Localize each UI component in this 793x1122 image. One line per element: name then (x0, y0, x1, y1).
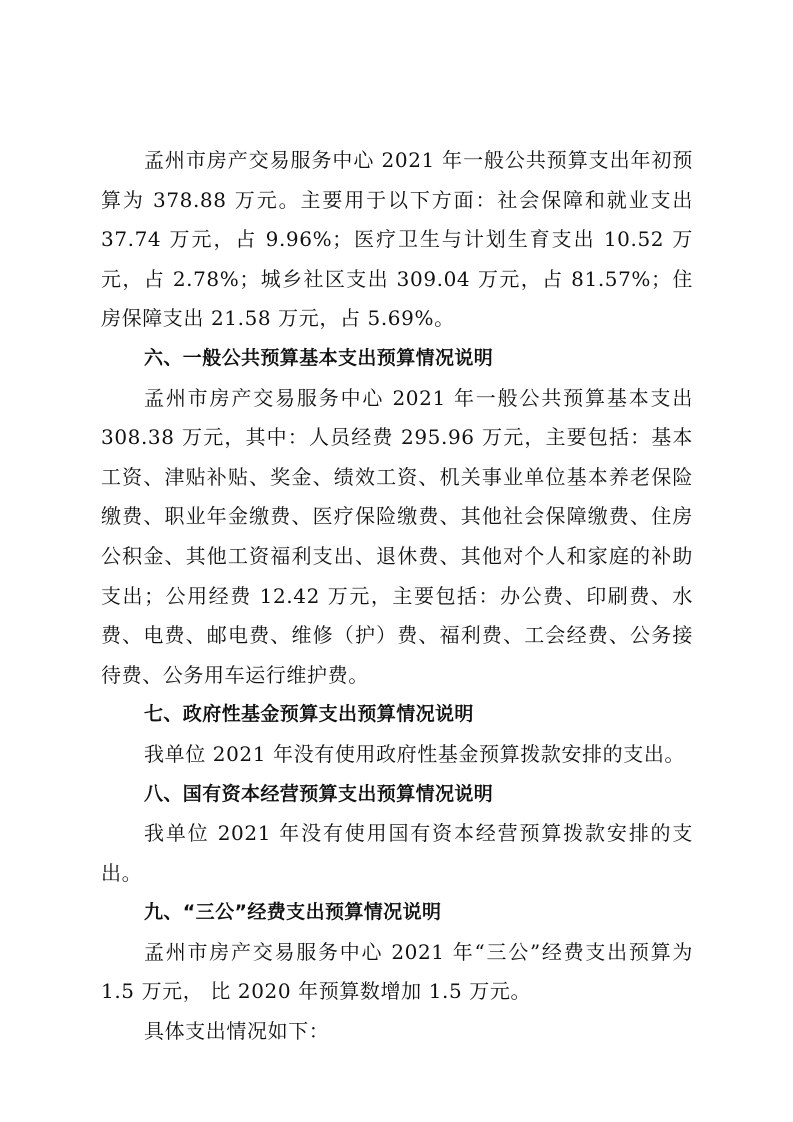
section-six-heading: 六、一般公共预算基本支出预算情况说明 (144, 346, 494, 369)
section-eight-heading: 八、国有资本经营预算支出预算情况说明 (144, 782, 494, 805)
government-fund-paragraph: 我单位 2021 年没有使用政府性基金预算拨款安排的支出。 (144, 741, 686, 766)
document-page (101, 141, 693, 1052)
section-seven-heading: 七、政府性基金预算支出预算情况说明 (144, 703, 474, 726)
state-capital-paragraph: 我单位 2021 年没有使用国有资本经营预算拨款安排的支出。 (101, 821, 693, 885)
details-intro-paragraph: 具体支出情况如下： (144, 1019, 330, 1044)
section-nine-heading: 九、“三公”经费支出预算情况说明 (144, 901, 442, 924)
basic-expenditure-paragraph: 孟州市房产交易服务中心 2021 年一般公共预算基本支出 308.38 万元，其中：人员经费 295.96 万元，主要包括：基本工资、津贴补贴、奖金、绩效工资、机关事业单位基本养老保险缴费、职业年金缴费、医疗保险缴费、其他社会保障缴费、住房公积金、其他工资福利支出、退休费、其他对个人和家庭的补助支出；公用经费 12.42 万元，主要包括：办公费、印刷费、水费、电费、邮电费、维修（护）费、福利费、工会经费、公务接待费、公务用车运行维护费。 (101, 385, 693, 687)
three-public-expenses-paragraph: 孟州市房产交易服务中心 2021 年“三公”经费支出预算为 1.5 万元， 比 2020 年预算数增加 1.5 万元。 (101, 939, 693, 1004)
budget-overview-paragraph: 孟州市房产交易服务中心 2021 年一般公共预算支出年初预算为 378.88 万元。主要用于以下方面：社会保障和就业支出 37.74 万元，占 9.96%；医疗卫生与计划生育支出 10.52 万元，占 2.78%；城乡社区支出 309.04 万元，占 81.57%；住房保障支出 21.58 万元，占 5.69%。 (101, 148, 693, 331)
